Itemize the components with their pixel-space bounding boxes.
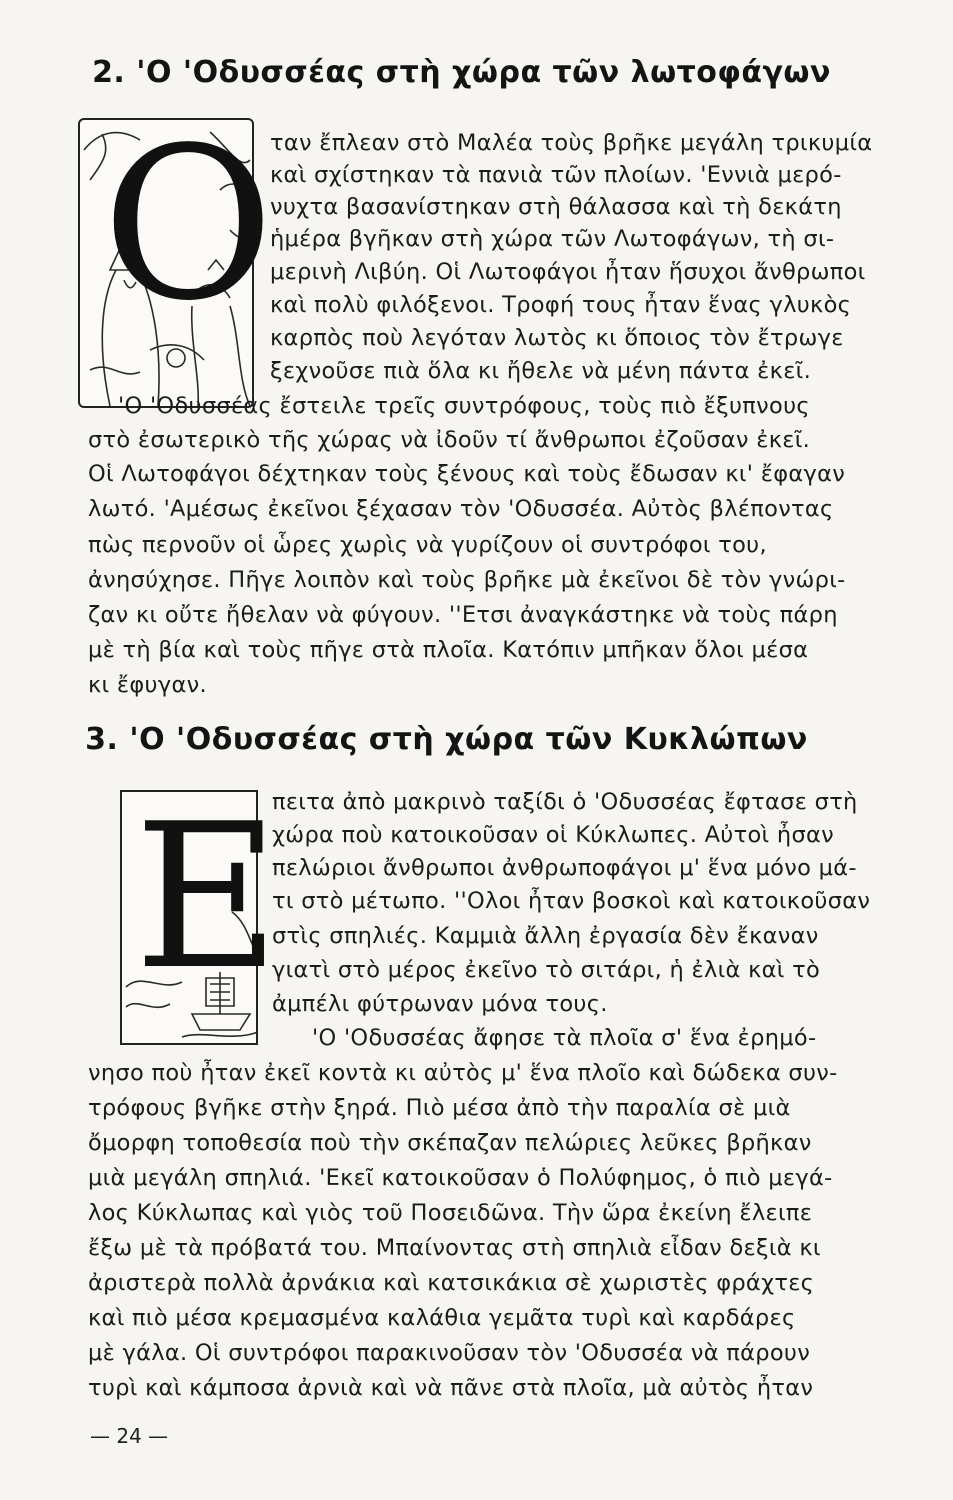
text-line: ἀμπέλι φύτρωναν μόνα τους.	[272, 991, 608, 1017]
page-number: — 24 —	[90, 1424, 169, 1448]
text-line: μιὰ μεγάλη σπηλιά. 'Εκεῖ κατοικοῦσαν ὁ Πολύφημος, ὁ πιὸ μεγά-	[88, 1165, 833, 1191]
text-line: ζαν κι οὔτε ἤθελαν νὰ φύγουν. ''Ετσι ἀναγκάστηκε νὰ τοὺς πάρη	[88, 602, 838, 628]
text-line: καὶ πιὸ μέσα κρεμασμένα καλάθια γεμᾶτα τυρὶ καὶ καρδάρες	[88, 1305, 796, 1331]
text-line: κι ἔφυγαν.	[88, 672, 207, 698]
text-line: στὶς σπηλιές. Καμμιὰ ἄλλη ἐργασία δὲν ἔκαναν	[272, 923, 819, 949]
text-line: Οἱ Λωτοφάγοι δέχτηκαν τοὺς ξένους καὶ τοὺς ἔδωσαν κι' ἔφαγαν	[88, 461, 846, 487]
text-line: τρόφους βγῆκε στὴν ξηρά. Πιὸ μέσα ἀπὸ τὴν παραλία σὲ μιὰ	[88, 1095, 791, 1121]
text-line: καὶ πολὺ φιλόξενοι. Τροφή τους ἦταν ἕνας γλυκὸς	[270, 292, 852, 318]
text-line: πὼς περνοῦν οἱ ὧρες χωρὶς νὰ γυρίζουν οἱ συντρόφοι του,	[88, 532, 767, 558]
text-line: τι στὸ μέτωπο. ''Ολοι ἦταν βοσκοὶ καὶ κατοικοῦσαν	[272, 888, 871, 914]
section-heading-lotus-eaters: 2. 'Ο 'Οδυσσέας στὴ χώρα τῶν λωτοφάγων	[92, 55, 831, 90]
text-line: ὄμορφη τοποθεσία ποὺ τὴν σκέπαζαν πελώριες λεῦκες βρῆκαν	[88, 1130, 812, 1156]
text-line: πελώριοι ἄνθρωποι ἀνθρωποφάγοι μ' ἕνα μόνο μά-	[272, 855, 857, 881]
text-line: νησο ποὺ ἦταν ἐκεῖ κοντὰ κι αὐτὸς μ' ἕνα πλοῖο καὶ δώδεκα συν-	[88, 1060, 838, 1086]
section-heading-cyclops: 3. 'Ο 'Οδυσσέας στὴ χώρα τῶν Κυκλώπων	[85, 722, 808, 757]
text-line: μὲ τὴ βία καὶ τοὺς πῆγε στὰ πλοῖα. Κατόπιν μπῆκαν ὅλοι μέσα	[88, 637, 809, 663]
text-line: ἔξω μὲ τὰ πρόβατά του. Μπαίνοντας στὴ σπηλιὰ εἶδαν δεξιὰ κι	[88, 1235, 821, 1261]
text-line: ἀνησύχησε. Πῆγε λοιπὸν καὶ τοὺς βρῆκε μὰ ἐκεῖνοι δὲ τὸν γνώρι-	[88, 567, 846, 593]
text-line: χώρα ποὺ κατοικοῦσαν οἱ Κύκλωπες. Αὐτοὶ ἦσαν	[272, 822, 835, 848]
text-line: λος Κύκλωπας καὶ γιὸς τοῦ Ποσειδῶνα. Τὴν ὥρα ἐκείνη ἔλειπε	[88, 1200, 813, 1226]
text-line: μερινὴ Λιβύη. Οἱ Λωτοφάγοι ἦταν ἥσυχοι ἄνθρωποι	[270, 259, 866, 285]
text-line: ταν ἔπλεαν στὸ Μαλέα τοὺς βρῆκε μεγάλη τρικυμία	[270, 130, 873, 156]
text-line: 'Ο 'Οδυσσέας ἔστειλε τρεῖς συντρόφους, τοὺς πιὸ ἔξυπνους	[118, 393, 810, 419]
illustrated-drop-cap-o	[78, 102, 275, 408]
drop-cap-letter: E	[134, 781, 280, 1014]
text-line: λωτό. 'Αμέσως ἐκεῖνοι ξέχασαν τὸν 'Οδυσσέα. Αὐτὸς βλέποντας	[88, 496, 834, 522]
text-line: γιατὶ στὸ μέρος ἐκεῖνο τὸ σιτάρι, ἡ ἐλιὰ καὶ τὸ	[272, 957, 821, 983]
text-line: καρπὸς ποὺ λεγόταν λωτὸς κι ὅποιος τὸν ἔτρωγε	[270, 325, 844, 351]
text-line: πειτα ἀπὸ μακρινὸ ταξίδι ὁ 'Οδυσσέας ἔφτασε στὴ	[272, 789, 858, 815]
text-line: ξεχνοῦσε πιὰ ὅλα κι ἤθελε νὰ μένη πάντα ἐκεῖ.	[270, 358, 812, 384]
text-line: νυχτα βασανίστηκαν στὴ θάλασσα καὶ τὴ δεκάτη	[270, 194, 842, 220]
text-line: τυρὶ καὶ κάμποσα ἀρνιὰ καὶ νὰ πᾶνε στὰ πλοῖα, μὰ αὐτὸς ἦταν	[88, 1375, 814, 1401]
text-line: καὶ σχίστηκαν τὰ πανιὰ τῶν πλοίων. 'Εννιὰ μερό-	[270, 162, 842, 188]
text-line: ἀριστερὰ πολλὰ ἀρνάκια καὶ κατσικάκια σὲ χωριστὲς φράχτες	[88, 1270, 815, 1296]
text-line: ἡμέρα βγῆκαν στὴ χώρα τῶν Λωτοφάγων, τὴ σι-	[270, 226, 835, 252]
text-line: στὸ ἐσωτερικὸ τῆς χώρας νὰ ἰδοῦν τί ἄνθρωποι ἐζοῦσαν ἐκεῖ.	[88, 427, 811, 453]
text-line: 'Ο 'Οδυσσέας ἄφησε τὰ πλοῖα σ' ἕνα ἐρημό-	[312, 1025, 817, 1051]
drop-cap-letter: O	[102, 102, 275, 347]
text-line: μὲ γάλα. Οἱ συντρόφοι παρακινοῦσαν τὸν 'Οδυσσέα νὰ πάρουν	[88, 1340, 811, 1366]
illustrated-drop-cap-e	[120, 781, 280, 1045]
